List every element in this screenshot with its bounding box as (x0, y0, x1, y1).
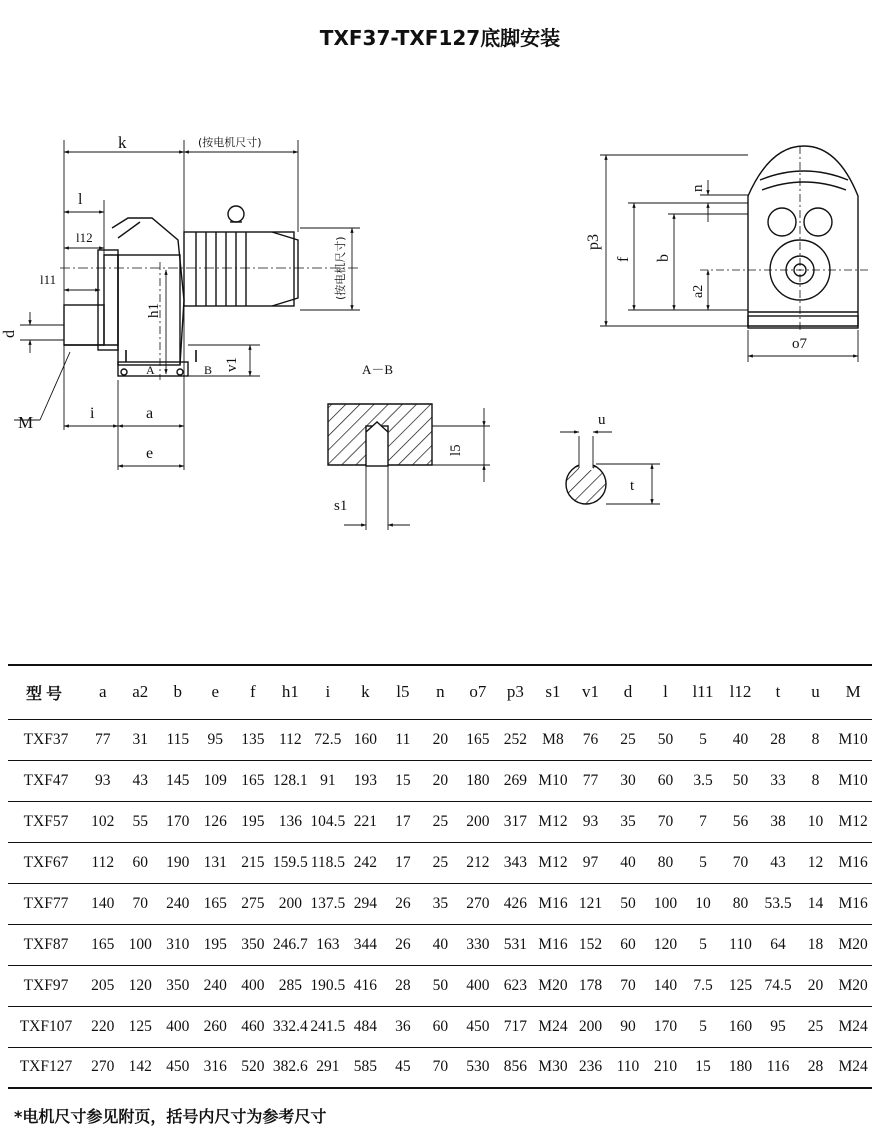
value-cell: 80 (722, 883, 760, 924)
value-cell: 270 (91, 1058, 115, 1076)
table-row (8, 801, 872, 842)
label-i: i (90, 405, 95, 422)
value-cell: 240 (197, 965, 235, 1006)
label-b: b (655, 254, 672, 262)
table-row (8, 760, 872, 801)
value-cell: 5 (684, 719, 722, 760)
value-cell: 72.5 (309, 719, 347, 760)
value-cell: 343 (497, 842, 535, 883)
value-cell: 20 (422, 760, 460, 801)
value-cell: 165 (459, 719, 497, 760)
value-cell: 112 (84, 842, 122, 883)
value-cell: 142 (128, 1058, 152, 1076)
table-row (8, 1006, 872, 1047)
value-cell: 200 (272, 883, 310, 924)
header-col-8: l5 (384, 665, 422, 719)
label-a: a (146, 405, 154, 422)
value-cell: 152 (572, 924, 610, 965)
value-cell: 50 (647, 719, 685, 760)
value-cell: 180 (728, 1058, 753, 1076)
value-cell: 426 (497, 883, 535, 924)
value-cell: 60 (122, 842, 160, 883)
value-cell: M16 (534, 883, 572, 924)
value-cell: 55 (122, 801, 160, 842)
value-cell: 120 (647, 924, 685, 965)
header-col-0: a (84, 665, 122, 719)
value-cell: 450 (459, 1006, 497, 1047)
model-cell: TXF97 (8, 965, 84, 1006)
label-A: A (146, 363, 155, 377)
model-cell: TXF47 (8, 760, 84, 801)
value-cell: 220 (84, 1006, 122, 1047)
value-cell: 530 (466, 1058, 490, 1076)
model-cell: TXF37 (8, 719, 84, 760)
label-motor-dim-side: (按电机尺寸) (334, 236, 347, 300)
label-l11: l11 (40, 272, 57, 287)
value-cell: 8 (797, 719, 835, 760)
label-B: B (204, 363, 213, 377)
value-cell: 178 (572, 965, 610, 1006)
footnote: *电机尺寸参见附页，括号内尺寸为参考尺寸 (14, 1107, 327, 1126)
value-cell: 193 (347, 760, 385, 801)
value-cell: 91 (309, 760, 347, 801)
label-motor-dim-top: (按电机尺寸) (198, 136, 262, 149)
value-cell: 5 (684, 842, 722, 883)
value-cell: 137.5 (309, 883, 347, 924)
value-cell: 717 (497, 1006, 535, 1047)
value-cell: 11 (384, 719, 422, 760)
value-cell: 97 (572, 842, 610, 883)
value-cell: 7 (684, 801, 722, 842)
value-cell: 260 (197, 1006, 235, 1047)
label-e: e (146, 445, 154, 462)
value-cell: 240 (159, 883, 197, 924)
value-cell: 50 (422, 965, 460, 1006)
value-cell: M10 (834, 760, 872, 801)
value-cell: 109 (197, 760, 235, 801)
value-cell: 125 (122, 1006, 160, 1047)
header-col-4: f (234, 665, 272, 719)
label-section: A－B (362, 362, 394, 377)
value-cell: 77 (84, 719, 122, 760)
value-cell: M10 (834, 719, 872, 760)
value-cell: 60 (422, 1006, 460, 1047)
value-cell: 3.5 (684, 760, 722, 801)
value-cell: 93 (84, 760, 122, 801)
value-cell: 116 (766, 1058, 790, 1076)
value-cell: 104.5 (309, 801, 347, 842)
value-cell: 310 (159, 924, 197, 965)
label-l: l (78, 191, 83, 208)
value-cell: 38 (759, 801, 797, 842)
value-cell: 70 (647, 801, 685, 842)
value-cell: 70 (122, 883, 160, 924)
table-row (8, 719, 872, 760)
model-cell: TXF77 (8, 883, 84, 924)
value-cell: 112 (272, 719, 310, 760)
value-cell: 43 (122, 760, 160, 801)
value-cell: 382.6 (272, 1058, 308, 1076)
value-cell: 165 (234, 760, 272, 801)
value-cell: 12 (797, 842, 835, 883)
value-cell: 140 (647, 965, 685, 1006)
value-cell: 291 (316, 1058, 340, 1076)
value-cell: 25 (422, 801, 460, 842)
value-cell: 115 (159, 719, 197, 760)
dimension-table (8, 664, 872, 1089)
header-col-18: t (759, 665, 797, 719)
value-cell: 131 (197, 842, 235, 883)
value-cell: 484 (347, 1006, 385, 1047)
value-cell: 330 (459, 924, 497, 965)
table-row (8, 842, 872, 883)
value-cell: 212 (459, 842, 497, 883)
value-cell: 10 (684, 883, 722, 924)
value-cell: 332.4 (272, 1006, 310, 1047)
value-cell: M20 (834, 965, 872, 1006)
value-cell: 269 (497, 760, 535, 801)
value-cell: 64 (759, 924, 797, 965)
value-cell: 70 (722, 842, 760, 883)
value-cell: 53.5 (759, 883, 797, 924)
value-cell: 160 (347, 719, 385, 760)
value-cell: 36 (384, 1006, 422, 1047)
value-cell: 77 (572, 760, 610, 801)
value-cell: 8 (797, 760, 835, 801)
value-cell: 10 (797, 801, 835, 842)
label-t: t (630, 478, 635, 494)
value-cell: 33 (759, 760, 797, 801)
table-row (8, 924, 872, 965)
value-cell: M30 (538, 1058, 568, 1076)
value-cell: 241.5 (309, 1006, 347, 1047)
value-cell: 15 (695, 1058, 711, 1076)
label-h1: h1 (146, 303, 162, 318)
value-cell: 350 (234, 924, 272, 965)
section-view (328, 404, 490, 530)
table-row (8, 1047, 872, 1088)
value-cell: 60 (609, 924, 647, 965)
value-cell: 294 (347, 883, 385, 924)
value-cell: 5 (684, 924, 722, 965)
value-cell: 236 (578, 1058, 603, 1076)
value-cell: 7.5 (684, 965, 722, 1006)
value-cell: 531 (497, 924, 535, 965)
value-cell: 50 (609, 883, 647, 924)
label-k: k (118, 133, 127, 152)
value-cell: 70 (609, 965, 647, 1006)
value-cell: M20 (534, 965, 572, 1006)
value-cell: 170 (647, 1006, 685, 1047)
header-col-10: o7 (459, 665, 497, 719)
value-cell: 170 (159, 801, 197, 842)
label-l12: l12 (76, 230, 93, 245)
value-cell: M24 (838, 1058, 868, 1076)
value-cell: M10 (534, 760, 572, 801)
value-cell: 25 (422, 842, 460, 883)
header-col-11: p3 (497, 665, 535, 719)
value-cell: 246.7 (272, 924, 310, 965)
header-col-20: M (834, 665, 872, 719)
value-cell: 40 (609, 842, 647, 883)
value-cell: 163 (309, 924, 347, 965)
value-cell: 25 (797, 1006, 835, 1047)
value-cell: M16 (534, 924, 572, 965)
value-cell: M12 (534, 801, 572, 842)
header-col-14: d (609, 665, 647, 719)
value-cell: 95 (197, 719, 235, 760)
value-cell: 60 (647, 760, 685, 801)
value-cell: 200 (459, 801, 497, 842)
value-cell: 121 (572, 883, 610, 924)
value-cell: M16 (834, 842, 872, 883)
value-cell: 416 (347, 965, 385, 1006)
value-cell: 180 (459, 760, 497, 801)
value-cell: 242 (347, 842, 385, 883)
value-cell: M8 (534, 719, 572, 760)
value-cell: 585 (353, 1058, 377, 1076)
value-cell: 135 (234, 719, 272, 760)
value-cell: 195 (234, 801, 272, 842)
value-cell: 40 (722, 719, 760, 760)
shaft-section (560, 432, 660, 504)
page-title: TXF37-TXF127底脚安装 (319, 26, 561, 50)
value-cell: 215 (234, 842, 272, 883)
value-cell: 110 (616, 1058, 640, 1076)
value-cell: 28 (807, 1058, 824, 1076)
value-cell: 145 (159, 760, 197, 801)
side-view (14, 140, 360, 470)
value-cell: 460 (234, 1006, 272, 1047)
label-d: d (1, 330, 18, 338)
value-cell: 120 (122, 965, 160, 1006)
header-col-5: h1 (272, 665, 310, 719)
value-cell: 93 (572, 801, 610, 842)
value-cell: 623 (497, 965, 535, 1006)
header-col-13: v1 (572, 665, 610, 719)
table-body (8, 719, 872, 1088)
label-f: f (615, 256, 632, 262)
value-cell: 317 (497, 801, 535, 842)
model-cell: TXF87 (8, 924, 84, 965)
value-cell: 195 (197, 924, 235, 965)
value-cell: M12 (534, 842, 572, 883)
value-cell: 270 (459, 883, 497, 924)
value-cell: 400 (459, 965, 497, 1006)
value-cell: 74.5 (759, 965, 797, 1006)
model-cell: TXF107 (8, 1006, 84, 1047)
value-cell: 350 (159, 965, 197, 1006)
value-cell: 90 (609, 1006, 647, 1047)
value-cell: 110 (722, 924, 760, 965)
header-col-17: l12 (722, 665, 760, 719)
value-cell: 17 (384, 801, 422, 842)
value-cell: 252 (497, 719, 535, 760)
table-row (8, 883, 872, 924)
value-cell: 26 (384, 883, 422, 924)
header-col-1: a2 (122, 665, 160, 719)
value-cell: 100 (647, 883, 685, 924)
label-v1: v1 (224, 357, 240, 372)
value-cell: 210 (653, 1058, 678, 1076)
label-s1: s1 (334, 498, 348, 514)
value-cell: 126 (197, 801, 235, 842)
model-cell: TXF127 (19, 1058, 73, 1076)
value-cell: 100 (122, 924, 160, 965)
header-col-12: s1 (534, 665, 572, 719)
label-p3: p3 (585, 234, 602, 250)
value-cell: 200 (572, 1006, 610, 1047)
value-cell: 43 (759, 842, 797, 883)
value-cell: 118.5 (309, 842, 347, 883)
value-cell: 28 (384, 965, 422, 1006)
header-col-15: l (647, 665, 685, 719)
value-cell: 35 (422, 883, 460, 924)
value-cell: 128.1 (272, 760, 310, 801)
value-cell: 45 (395, 1058, 411, 1076)
value-cell: 275 (234, 883, 272, 924)
value-cell: 35 (609, 801, 647, 842)
value-cell: 80 (647, 842, 685, 883)
value-cell: 400 (159, 1006, 197, 1047)
value-cell: 70 (432, 1058, 449, 1076)
table-row (8, 965, 872, 1006)
value-cell: 14 (797, 883, 835, 924)
value-cell: 31 (122, 719, 160, 760)
value-cell: 125 (722, 965, 760, 1006)
front-view (600, 146, 870, 362)
value-cell: 50 (722, 760, 760, 801)
value-cell: 344 (347, 924, 385, 965)
value-cell: 316 (203, 1058, 227, 1076)
value-cell: 165 (84, 924, 122, 965)
value-cell: M20 (834, 924, 872, 965)
label-M: M (18, 413, 34, 432)
value-cell: M12 (834, 801, 872, 842)
value-cell: 140 (84, 883, 122, 924)
value-cell: M24 (534, 1006, 572, 1047)
value-cell: 102 (84, 801, 122, 842)
header-col-19: u (797, 665, 835, 719)
value-cell: 26 (384, 924, 422, 965)
label-l5: l5 (448, 444, 464, 456)
value-cell: 160 (722, 1006, 760, 1047)
value-cell: 205 (84, 965, 122, 1006)
value-cell: 28 (759, 719, 797, 760)
header-col-7: k (347, 665, 385, 719)
value-cell: 95 (759, 1006, 797, 1047)
value-cell: 20 (797, 965, 835, 1006)
header-col-6: i (309, 665, 347, 719)
value-cell: 40 (422, 924, 460, 965)
value-cell: 856 (503, 1058, 528, 1076)
header-col-3: e (197, 665, 235, 719)
value-cell: 400 (234, 965, 272, 1006)
header-type: 型号 (8, 665, 84, 719)
value-cell: 136 (272, 801, 310, 842)
value-cell: 520 (241, 1058, 265, 1076)
value-cell: 5 (684, 1006, 722, 1047)
value-cell: 165 (197, 883, 235, 924)
value-cell: 15 (384, 760, 422, 801)
label-o7: o7 (792, 336, 807, 352)
value-cell: 30 (609, 760, 647, 801)
header-col-9: n (422, 665, 460, 719)
value-cell: M24 (834, 1006, 872, 1047)
value-cell: M16 (834, 883, 872, 924)
value-cell: 17 (384, 842, 422, 883)
value-cell: 76 (572, 719, 610, 760)
value-cell: 56 (722, 801, 760, 842)
value-cell: 190 (159, 842, 197, 883)
value-cell: 159.5 (272, 842, 310, 883)
model-cell: TXF57 (8, 801, 84, 842)
table-header-row (8, 665, 872, 719)
label-a2: a2 (691, 284, 706, 298)
value-cell: 285 (272, 965, 310, 1006)
value-cell: 450 (166, 1058, 190, 1076)
header-col-2: b (159, 665, 197, 719)
value-cell: 18 (797, 924, 835, 965)
value-cell: 190.5 (309, 965, 347, 1006)
value-cell: 25 (609, 719, 647, 760)
header-col-16: l11 (684, 665, 722, 719)
value-cell: 20 (422, 719, 460, 760)
label-u: u (598, 412, 606, 428)
model-cell: TXF67 (8, 842, 84, 883)
value-cell: 221 (347, 801, 385, 842)
label-n: n (690, 184, 706, 192)
